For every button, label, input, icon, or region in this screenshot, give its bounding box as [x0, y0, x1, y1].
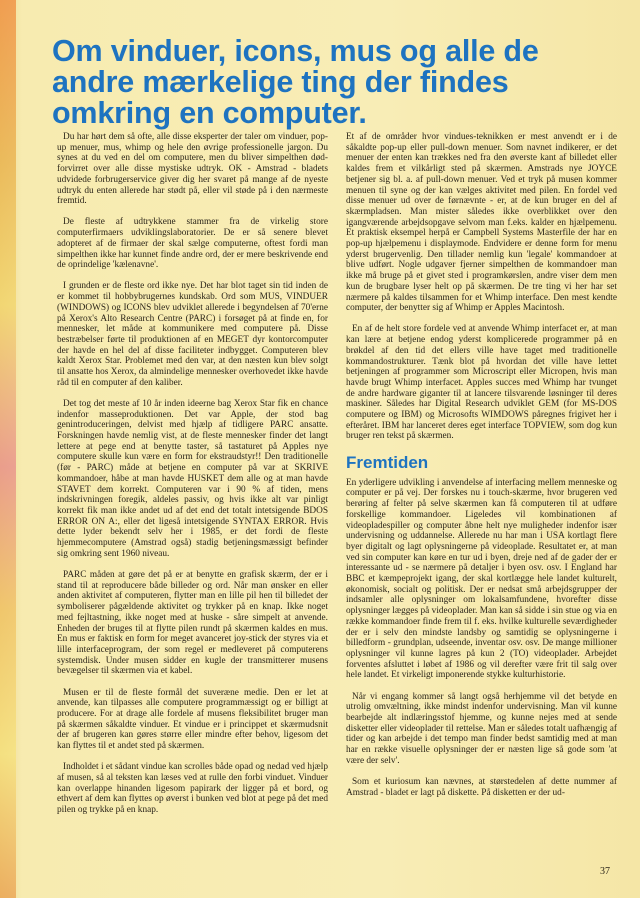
- article-title: Om vinduer, icons, mus og alle de andre mærkelige ting der findes omkring en computer.: [52, 34, 539, 130]
- left-column: [57, 132, 328, 826]
- paragraph: En yderligere udvikling i anvendelse af interfacing mellem menneske og computer er på vej. Der forskes nu i touch-skærme, hvor brugeren ved berøring af felter på selve skærmen kan få computeren til at udføre forskellige kommandoer. Ligeledes vil kombinationen af videopladespiller og computer åbne helt nye muligheder indenfor især undervisning og uddannelse. Allerede nu har man i USA kortlagt flere byer digitalt og lagt oplysningerne på videoplade. Resultatet er, at man ved sin computer kan køre en tur ud i byen, dreje ned af de gader der er interessante ud - se nærmere på detaljer i byen osv. osv. I England har BBC et kæmpeprojekt igang, der skal kortlægge hele landet kulturelt, økonomisk, socialt og politisk. Der er nedsat små arbejdsgrupper der indsamler alle oplysninger om lokalsamfundene, hvorefter disse oplysninger lægges på videoplader. Man kan så sidde i sin stue og via en række kommandoer finde frem til f. eks. hvilke kulturelle seværdigheder der er i selv den mindste landsby og samtidig se oplysningerne i billedform - grundplan, udseende, inventar osv. osv. De mange millioner oplysninger vil kunne lagres på kun 2 (TO) videoplader. Arbejdet forventes afsluttet i løbet af 1986 og vil derefter være frit til salg over hele landet. Et virkeligt imponerende stykke kulturhistorie.: [346, 477, 617, 681]
- paragraph: En af de helt store fordele ved at anvende Whimp interfacet er, at man kan lære at betjene endog yderst komplicerede programmer på en brøkdel af den tid det ellers ville have taget med traditionelle kommandostrukturer. Tænk blot på hvordan det ville have lettet betjeningen af programmer som Microscript eller Micropen, hvis man havde brugt Whimp interfacet. Apples succes med Whimp har tvunget de andre hardware giganter til at lancere tilsvarende løsninger til deres maskiner. Således har Digital Research udviklet GEM (for MS-DOS computere og IBM) og Microsofts WIMDOWS påregnes frigivet her i efteråret. IBM har lanceret deres eget interface TOPVIEW, som dog kun bruger ren tekst på skærmen.: [346, 324, 617, 442]
- paragraph: Et af de områder hvor vindues-teknikken er mest anvendt er i de såkaldte pop-up eller pull-down menuer. Som navnet indikerer, er det menuer der enten kan trækkes ned fra den øverste kant af billedet eller kaldes frem et vilkårligt sted på skærmen. Amstrads nye JOYCE betjener sig bl. a. af pull-down menuer. Ved et tryk på musen kommer menuen til syne og der kan vælges aktivitet med pilen. En fordel ved disse menuer ud over de førnævnte - er, at de kun bruger en del af skærmpladsen. Man mister således ikke overblikket over den igangværende arbejdsopgave selvom man f.eks. kalder en hjælpemenu. Et praktisk eksempel herpå er Campbell Systems Masterfile der har en pop-up hjælpemenu i displaymode. Endvidere er denne form for menu yderst brugervenlig. Den tillader nemlig kun 'legale' kommandoer at blive udført. Nogle udgaver fjerner simpelthen de kommandoer man ikke må bruge på et givet sted i programkørslen, andre viser dem men kun de brugbare lyser helt op på skærmen. De tre ting vi her har set nærmere på kaldes tilsammen for et Whimp interface. Den mest kendte computer, der benytter sig af Whimp er Apples Macintosh.: [346, 132, 617, 314]
- paragraph: Som et kuriosum kan nævnes, at størstedelen af dette nummer af Amstrad - bladet er lagt på diskette. På disketten er der ud-: [346, 776, 617, 798]
- paragraph: Indholdet i et sådant vindue kan scrolles både opad og nedad ved hjælp af musen, så al teksten kan læses ved at rulle den forbi vinduet. Vinduer kan overlappe hinanden ligesom papirark der ligger på et bord, og ethvert af dem kan flyttes op øverst i bunken ved blot at pege på det med pilen og trykke på en knap.: [57, 762, 328, 816]
- section-heading: Fremtiden: [346, 452, 429, 472]
- page-number: 37: [600, 866, 610, 877]
- paragraph: De fleste af udtrykkene stammer fra de virkelig store computerfirmaers udviklingslaboratorier. De er så senere blevet adopteret af de firmaer der skal sælge computerne, oftest fordi man simpelthen ikke har kunnet finde andre ord, der er mere beskrivende end de oprindelige 'kælenavne'.: [57, 217, 328, 271]
- paragraph: PARC måden at gøre det på er at benytte en grafisk skærm, der er i stand til at reproducere både billeder og ord. Når man ønsker en eller anden aktivitet af computeren, flytter man en lille pil hen til billedet der symboliserer pågældende aktivitet og trykker på en knap. Ikke noget med fejltastning, ikke noget med at huske - såre simpelt at anvende. Enheden der bruges til at flytte pilen rundt på skærmen kaldes en mus. En mus er faktisk en form for meget avanceret joy-stick der styres via et lille interfaceprogram, der som regel er medleveret på computerens systemdisk. Under musen sidder en kugle der transmitterer musens bevægelser til skærmen via et kabel.: [57, 570, 328, 677]
- paragraph: Når vi engang kommer så langt også herhjemme vil det betyde en utrolig omvæltning, ikke mindst indenfor undervisning. Man vil kunne bearbejde alt indlæringsstof hjemme, og kunne nejes med at sende disketter eller videoplader til rettelse. Man er således totalt uafhængig af tider og kan arbejde i det tempo man finder bedst samtidig med at man har en række visuelle oplysninger der er næsten lige så gode som 'at være der selv'.: [346, 691, 617, 766]
- right-column: [346, 132, 617, 809]
- decorative-edge: [0, 0, 16, 898]
- paragraph: Du har hørt dem så ofte, alle disse eksperter der taler om vinduer, pop-up menuer, mus, whimp og hele den øvrige professionelle jargon. Du synes at du ved en del om computere, men du bliver simpelthen død-forvirret over alle disse mystiske udtryk. OK - Amstrad - bladets udvidede forbrugerservice giver dig her svaret på mange af de nyeste udtryk du enten allerede har stødt på, eller vil støde på i den nærmeste fremtid.: [57, 132, 328, 207]
- paragraph: I grunden er de fleste ord ikke nye. Det har blot taget sin tid inden de er kommet til hobbybrugernes kundskab. Ord som MUS, VINDUER (WINDOWS) og ICONS blev udviklet allerede i begyndelsen af 70'erne på Xerox's Alto Research Centre (PARC) i forsøget på at finde en, for mennesker, let måde at kommunikere med computere på. Disse bestræbelser førte til produktionen af en MEGET dyr kontorcomputer der havde en hel del af disse faciliteter indbygget. Computeren blev kaldt Xerox Star. Problemet med den var, at den næsten kun blev solgt til ansatte hos Xerox, da almindelige mennesker overhovedet ikke havde råd til en computer af den kaliber.: [57, 281, 328, 388]
- paragraph: Det tog det meste af 10 år inden ideerne bag Xerox Star fik en chance indenfor masseproduktionen. Det var Apple, der stod bag genintroduceringen, delvist med hjælp af tidligere PARC ansatte. Forskningen havde nemlig vist, at de fleste mennesker finder det langt lettere at pege end at benytte taster, så tastaturet på Apples nye computere skulle kun være en form for ekstraudstyr!! Den traditionelle (før - PARC) måde at betjene en computer på var at SKRIVE kommandoer, håbe at man havde HUSKET dem alle og at man havde STAVET dem korrekt. Computeren var i 90 % af tiden, mens indskrivningen foregik, aldeles passiv, og hvis ikke alt var pinligt korrekt fik man ikke andet ud af det end det totalt intetsigende BDOS ERROR ON A:, eller det ligeså intetsigende SYNTAX ERROR. Hvis dette lyder bekendt selv her i 1985, er det fordi de fleste hjemmecomputere (Amstrad også) stadig betjeningsmæssigt befinder sig omkring sent 1960 niveau.: [57, 398, 328, 559]
- paragraph: Musen er til de fleste formål det suveræne medie. Den er let at anvende, kan tilpasses alle computere programmæssigt og er billigt at producere. For at drage alle fordele af musens fleksibilitet bruger man på skærmen såkaldte vinduer. Et vindue er i princippet et skærmudsnit der af brugeren kan gøres større eller mindre efter behov, ligesom det kan flyttes til et andet sted på skærmen.: [57, 687, 328, 752]
